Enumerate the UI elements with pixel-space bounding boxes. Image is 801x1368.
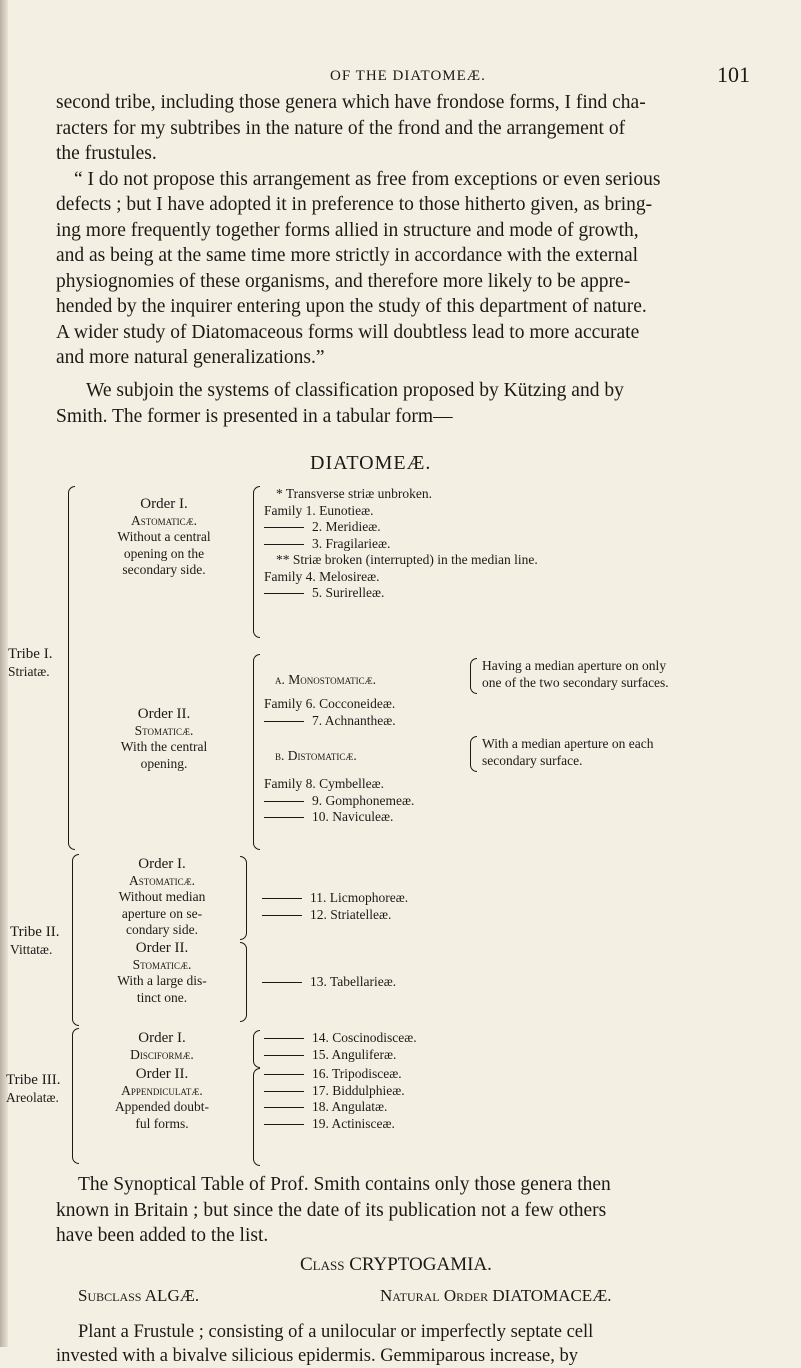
family-line: 5. Surirelleæ. — [312, 585, 385, 600]
text-line: the frustules. — [56, 143, 157, 164]
order-latin: Astomaticæ. — [129, 872, 195, 888]
tribe-1-order-2 — [84, 706, 244, 772]
family-line: 10. Naviculeæ. — [312, 809, 394, 824]
table-title: DIATOMEÆ. — [310, 452, 432, 474]
tribe-2-name: Tribe II. — [10, 924, 60, 940]
tribe-2-order-1-brace — [240, 856, 247, 940]
order-latin: Astomaticæ. — [131, 512, 197, 528]
order-2-brace — [253, 654, 260, 850]
order-label: Order I. — [140, 496, 188, 512]
text-line: hended by the inquirer entering upon the study of this department of nature. — [56, 296, 647, 317]
text-line: ing more frequently together forms allied in structure and mode of growth, — [56, 219, 639, 241]
order-desc: tinct one. — [136, 989, 188, 1005]
order-desc: opening on the — [123, 545, 205, 561]
paragraph-1 — [56, 90, 784, 371]
desc-line: one of the two secondary surfaces. — [482, 674, 669, 690]
family-line: 17. Biddulphieæ. — [312, 1082, 405, 1098]
family-line: Family 1. Eunotieæ. — [264, 502, 374, 518]
order-label: Order II. — [135, 1066, 189, 1082]
distomatic-brace — [470, 736, 477, 772]
text-line: racters for my subtribes in the nature of the frond and the arrangement of — [56, 117, 626, 139]
family-heading: ** Striæ broken (interrupted) in the median line. — [276, 552, 538, 567]
order-desc: Without a central — [117, 529, 211, 544]
order-desc: condary side. — [126, 922, 198, 937]
text-line: known in Britain ; but since the date of its publication not a few others — [56, 1199, 607, 1221]
order-latin: Stomaticæ. — [134, 722, 194, 738]
family-line: 3. Fragilarieæ. — [312, 535, 391, 551]
text-line: “ I do not propose this arrangement as free from exceptions or even serious — [74, 168, 661, 190]
tribe-2-order-1 — [84, 856, 240, 939]
distomatic-label: b. Distomaticæ. — [275, 748, 357, 763]
text-line: invested with a bivalve silicious epidermis. Gemmiparous increase, by — [56, 1346, 578, 1366]
order-desc: With the central — [120, 739, 208, 754]
order-label: Order II. — [137, 706, 191, 722]
paragraph-2 — [56, 378, 784, 429]
tribe-3-order-2 — [84, 1066, 240, 1132]
order-1-brace — [253, 486, 260, 638]
tribe-1-order-1-families — [264, 486, 538, 602]
order-desc: Without median — [118, 889, 206, 904]
class-heading: Class CRYPTOGAMIA. — [300, 1254, 492, 1275]
family-line: 7. Achnantheæ. — [312, 712, 396, 728]
family-heading: * Transverse striæ unbroken. — [276, 486, 432, 501]
text-line: and as being at the same time more strictly in accordance with the external — [56, 245, 639, 266]
tribe-1-brace — [68, 486, 75, 850]
order-desc: secondary side. — [122, 562, 206, 577]
tribe-3-order-1-families — [264, 1030, 417, 1063]
text-line: We subjoin the systems of classification proposed by Kützing and by — [86, 380, 624, 401]
order-desc: ful forms. — [135, 1115, 189, 1131]
page-number: 101 — [717, 62, 750, 87]
text-line: Plant a Frustule ; consisting of a unilocular or imperfectly septate cell — [78, 1322, 594, 1342]
text-line: have been added to the list. — [56, 1225, 269, 1246]
order-desc: With a large dis- — [117, 973, 207, 988]
tribe-1-order-1 — [84, 496, 244, 579]
text-line: physiognomies of these organisms, and therefore more likely to be appre- — [56, 270, 631, 292]
paragraph-3 — [56, 1172, 784, 1249]
desc-line: With a median aperture on each — [482, 736, 654, 751]
subclass-heading: Subclass ALGÆ. — [78, 1286, 200, 1305]
tribe-3-name: Tribe III. — [6, 1072, 61, 1088]
monostomatic-desc — [482, 658, 669, 691]
family-line: 15. Anguliferæ. — [312, 1046, 397, 1062]
order-label: Order I. — [138, 856, 186, 872]
order-latin: Disciformæ. — [130, 1046, 194, 1062]
monostomatic-families — [264, 696, 396, 729]
tribe-2-order-2-brace — [240, 942, 247, 1022]
monostomatic-brace — [470, 658, 477, 694]
paragraph-4 — [56, 1296, 784, 1368]
order-latin: Stomaticæ. — [132, 956, 192, 972]
text-line: second tribe, including those genera which have frondose forms, I find cha- — [56, 92, 646, 113]
tribe-1-name: Tribe I. — [8, 646, 53, 662]
family-line: 13. Tabellarieæ. — [310, 974, 397, 989]
monostomatic-label: a. Monostomaticæ. — [275, 672, 376, 687]
family-line: 11. Licmophoreæ. — [310, 890, 409, 905]
tribe-2-order-2 — [84, 940, 240, 1006]
text-line: and more natural generalizations.” — [56, 347, 325, 368]
family-line: 12. Striatelleæ. — [310, 906, 392, 922]
family-line: 19. Actinisceæ. — [312, 1115, 395, 1131]
tribe-3-order-1-brace — [253, 1030, 260, 1068]
tribe-3-brace — [72, 1028, 79, 1164]
desc-line: Having a median aperture on only — [482, 658, 667, 673]
running-head: OF THE DIATOMEÆ. — [330, 68, 486, 84]
natural-order-heading: Natural Order DIATOMACEÆ. — [380, 1286, 612, 1305]
tribe-3-order-2-brace — [253, 1068, 260, 1166]
desc-line: secondary surface. — [482, 752, 583, 768]
distomatic-families — [264, 776, 414, 826]
family-line: 14. Coscinodisceæ. — [312, 1030, 417, 1045]
family-line: 2. Meridieæ. — [312, 519, 381, 534]
family-line: 18. Angulatæ. — [312, 1099, 388, 1114]
text-line: Smith. The former is presented in a tabular form— — [56, 405, 453, 427]
book-gutter-shadow — [0, 0, 8, 1347]
text-line: A wider study of Diatomaceous forms will doubtless lead to more accurate — [56, 321, 640, 343]
order-latin: Appendiculatæ. — [121, 1082, 203, 1098]
tribe-2-latin: Vittatæ. — [10, 942, 53, 957]
family-line: 16. Tripodisceæ. — [312, 1066, 402, 1081]
tribe-2-order-2-families — [262, 974, 396, 991]
tribe-3-latin: Areolatæ. — [6, 1090, 59, 1105]
family-line: Family 4. Melosireæ. — [264, 568, 380, 584]
tribe-3-order-2-families — [264, 1066, 405, 1132]
order-desc: opening. — [140, 755, 188, 771]
order-desc: aperture on se- — [121, 905, 203, 921]
family-line: Family 6. Cocconeideæ. — [264, 696, 396, 711]
family-line: Family 8. Cymbelleæ. — [264, 776, 384, 791]
tribe-2-brace — [72, 854, 79, 1026]
order-label: Order I. — [138, 1030, 186, 1046]
text-line: The Synoptical Table of Prof. Smith contains only those genera then — [78, 1174, 611, 1195]
distomatic-desc — [482, 736, 654, 769]
order-label: Order II. — [135, 940, 189, 956]
text-line: defects ; but I have adopted it in preference to those hitherto given, as bring- — [56, 194, 653, 215]
tribe-1-latin: Striatæ. — [8, 664, 50, 679]
family-line: 9. Gomphonemeæ. — [312, 792, 415, 808]
tribe-3-order-1 — [84, 1030, 240, 1063]
tribe-2-order-1-families — [262, 890, 408, 923]
order-desc: Appended doubt- — [114, 1099, 210, 1114]
